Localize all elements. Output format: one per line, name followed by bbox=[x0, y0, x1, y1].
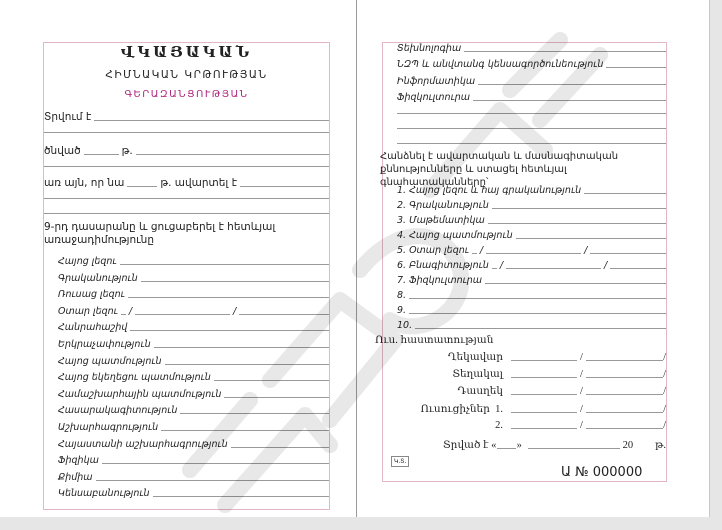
grade-field[interactable] bbox=[584, 193, 666, 194]
grade-intro-line1: 9-րդ դասարանը և ցուցաբերել է հետևյալ bbox=[44, 221, 276, 233]
divider bbox=[44, 166, 329, 167]
subject-label: Քիմիա bbox=[58, 471, 93, 483]
grade-field[interactable] bbox=[472, 253, 477, 254]
subject-row bbox=[58, 253, 329, 267]
divider bbox=[44, 132, 329, 133]
grade-field[interactable] bbox=[239, 314, 329, 315]
distinction-label: ԳԵՐԱԶԱՆՑՈՒԹՅԱՆ bbox=[124, 89, 249, 100]
year-suffix: թ. bbox=[655, 440, 666, 451]
grade-field[interactable] bbox=[409, 298, 666, 299]
exam-row bbox=[397, 287, 666, 301]
subject-label: Ինֆորմատիկա bbox=[397, 75, 476, 87]
grade-field[interactable] bbox=[409, 313, 666, 314]
grade-field[interactable] bbox=[485, 283, 666, 284]
subject-row bbox=[58, 336, 329, 350]
exam-label: 7. Ֆիզկուլտուրա bbox=[397, 275, 483, 286]
grade-field[interactable] bbox=[610, 268, 666, 269]
subject-row bbox=[58, 419, 329, 433]
blank-line[interactable] bbox=[397, 128, 666, 129]
exam-label: 8. bbox=[397, 290, 407, 301]
grade-field[interactable] bbox=[165, 364, 329, 365]
quote-close: » bbox=[516, 440, 522, 451]
born-label: ծնված bbox=[44, 145, 81, 157]
slash: / bbox=[580, 352, 583, 363]
year-completed-label: թ. ավարտել է bbox=[160, 177, 237, 189]
exam-intro-line1: Հանձնել է ավարտական և մասնագիտական bbox=[380, 151, 619, 162]
grade-field[interactable] bbox=[120, 264, 329, 265]
grade-field[interactable] bbox=[492, 268, 497, 269]
grade-field[interactable] bbox=[141, 281, 329, 282]
grade-field[interactable] bbox=[102, 463, 329, 464]
grade-field[interactable] bbox=[121, 314, 126, 315]
grade-field[interactable] bbox=[224, 397, 329, 398]
signature-field[interactable] bbox=[511, 377, 577, 378]
divider bbox=[44, 213, 329, 214]
grade-field[interactable] bbox=[590, 253, 666, 254]
slash: / bbox=[663, 404, 666, 415]
signer-label: Ուսուցիչներ 1. bbox=[420, 404, 503, 415]
exam-row bbox=[397, 182, 666, 196]
grade-field[interactable] bbox=[180, 413, 329, 414]
slash: / bbox=[499, 260, 504, 271]
slash: / bbox=[663, 369, 666, 380]
subject-row bbox=[58, 270, 329, 284]
grade-field[interactable] bbox=[516, 238, 666, 239]
grade-field[interactable] bbox=[488, 223, 666, 224]
signature-field[interactable] bbox=[511, 412, 577, 413]
exam-label: 6. Բնագիտություն bbox=[397, 260, 489, 271]
subject-label: Հայոց եկեղեցու պատմություն bbox=[58, 372, 211, 384]
grade-intro-line2: առաջադիմությունը bbox=[44, 234, 154, 246]
subject-label: Հանրահաշիվ bbox=[58, 322, 128, 334]
exam-row bbox=[397, 272, 666, 286]
exam-label: 9. bbox=[397, 305, 407, 316]
exam-label: 2. Գրականություն bbox=[397, 200, 489, 211]
subject-label: Հայոց լեզու bbox=[58, 256, 117, 267]
signer-row bbox=[383, 401, 666, 415]
exam-row bbox=[397, 242, 666, 256]
subject-label: Հայոց պատմություն bbox=[58, 355, 162, 367]
exam-row bbox=[397, 317, 666, 331]
grade-field[interactable] bbox=[464, 51, 666, 52]
subject-row bbox=[58, 319, 329, 333]
year-prefix: 20 bbox=[622, 440, 634, 451]
exam-label: 3. Մաթեմատիկա bbox=[397, 215, 485, 226]
subject-label: Գրականություն bbox=[58, 272, 138, 284]
subject-row bbox=[58, 386, 329, 400]
certificate-number: Ա № 000000 bbox=[561, 465, 643, 480]
exam-intro-line2: քննությունները և ստացել հետևյալ գնահատականները՝ bbox=[380, 164, 567, 188]
signer-label: Ղեկավար bbox=[447, 352, 503, 363]
exam-label: 1. Հայոց լեզու և հայ գրականություն bbox=[397, 185, 582, 196]
left-page bbox=[0, 0, 357, 517]
grade-field[interactable] bbox=[96, 480, 329, 481]
name-field[interactable] bbox=[586, 360, 663, 361]
subject-label: Հայաստանի աշխարհագրություն bbox=[58, 438, 228, 450]
exam-row bbox=[397, 302, 666, 316]
subject-row bbox=[58, 369, 329, 383]
exam-label: 10. bbox=[397, 320, 413, 331]
slash: / bbox=[663, 420, 666, 431]
slash: / bbox=[663, 386, 666, 397]
grade-field[interactable] bbox=[486, 253, 581, 254]
subject-row bbox=[397, 73, 666, 87]
subject-row bbox=[58, 303, 329, 317]
completed-row bbox=[44, 175, 329, 189]
grade-field[interactable] bbox=[231, 447, 329, 448]
signer-row bbox=[383, 417, 666, 431]
subject-label: Աշխարհագրություն bbox=[58, 422, 159, 433]
slash: / bbox=[580, 369, 583, 380]
name-field[interactable] bbox=[586, 394, 663, 395]
subject-row bbox=[397, 40, 666, 54]
divider bbox=[44, 198, 329, 199]
exam-row bbox=[397, 197, 666, 211]
completion-year-field[interactable] bbox=[127, 186, 157, 187]
subject-label: Կենսաբանություն bbox=[58, 488, 150, 500]
grade-field[interactable] bbox=[473, 100, 666, 101]
slash: / bbox=[128, 305, 133, 317]
subject-row bbox=[58, 485, 329, 499]
school-label: Ուս. հաստատության bbox=[375, 335, 494, 346]
subject-row bbox=[58, 402, 329, 416]
slash: / bbox=[663, 352, 666, 363]
left-frame bbox=[43, 42, 330, 510]
slash: / bbox=[479, 245, 484, 256]
grade-field[interactable] bbox=[153, 496, 329, 497]
right-frame bbox=[375, 42, 667, 482]
slash: / bbox=[580, 386, 583, 397]
issued-to-row bbox=[44, 109, 329, 123]
signer-label: 2. bbox=[495, 420, 503, 431]
signer-row bbox=[383, 366, 666, 380]
subject-row bbox=[397, 56, 666, 70]
exam-label: 5. Օտար լեզու bbox=[397, 245, 469, 256]
slash: / bbox=[584, 245, 588, 256]
subject-row bbox=[58, 436, 329, 450]
subject-row bbox=[58, 452, 329, 466]
exam-row bbox=[397, 227, 666, 241]
subject-label: Տեխնոլոգիա bbox=[397, 43, 462, 54]
subject-label: Հասարակագիտություն bbox=[58, 405, 178, 417]
subject-label: Ֆիզկուլտուրա bbox=[397, 91, 470, 103]
grade-field[interactable] bbox=[606, 67, 666, 68]
subject-row bbox=[58, 353, 329, 367]
grade-intro bbox=[44, 221, 275, 247]
issued-date-row bbox=[443, 437, 666, 451]
slash: / bbox=[604, 260, 608, 271]
right-page bbox=[357, 0, 710, 517]
subject-label: Ֆիզիկա bbox=[58, 455, 99, 467]
grade-field[interactable] bbox=[135, 314, 230, 315]
signer-label: Դասղեկ bbox=[457, 386, 503, 397]
exam-row bbox=[397, 257, 666, 271]
blank-line[interactable] bbox=[397, 143, 666, 144]
grade-field[interactable] bbox=[506, 268, 601, 269]
signer-label: Տեղակալ bbox=[452, 369, 503, 380]
grade-field[interactable] bbox=[478, 84, 666, 85]
school-field[interactable] bbox=[240, 186, 329, 187]
slash: / bbox=[580, 404, 583, 415]
subject-row bbox=[58, 286, 329, 300]
birth-place-field[interactable] bbox=[136, 154, 329, 155]
born-row bbox=[44, 143, 329, 157]
grade-field[interactable] bbox=[128, 297, 329, 298]
subject-row bbox=[58, 469, 329, 483]
signature-field[interactable] bbox=[511, 360, 577, 361]
grade-field[interactable] bbox=[161, 430, 329, 431]
grade-field[interactable] bbox=[492, 208, 666, 209]
grade-field[interactable] bbox=[154, 347, 329, 348]
subject-label: Համաշխարհային պատմություն bbox=[58, 388, 222, 400]
grade-field[interactable] bbox=[415, 328, 666, 329]
month-field[interactable] bbox=[528, 448, 620, 449]
subject-label: ՆԶՊ և անվտանգ կենսագործունեություն bbox=[397, 59, 604, 71]
blank-line[interactable] bbox=[397, 113, 666, 114]
issued-label: Տրված է « bbox=[443, 440, 497, 451]
exam-label: 4. Հայոց պատմություն bbox=[397, 230, 513, 241]
name-field[interactable] bbox=[586, 377, 663, 378]
slash: / bbox=[580, 420, 583, 431]
subject-label: Օտար լեզու bbox=[58, 305, 118, 317]
that-he-label: առ այն, որ նա bbox=[44, 177, 125, 189]
birth-year-field[interactable] bbox=[84, 154, 119, 155]
signature-field[interactable] bbox=[511, 428, 577, 429]
seal-placeholder: Կ.Տ. bbox=[391, 456, 409, 467]
grade-field[interactable] bbox=[214, 380, 329, 381]
subject-row bbox=[397, 89, 666, 103]
exam-row bbox=[397, 212, 666, 226]
subject-label: Երկրաչափություն bbox=[58, 339, 151, 350]
certificate-subtitle: ՀԻՄՆԱԿԱՆ ԿՐԹՈՒԹՅԱՆ bbox=[105, 69, 268, 81]
signer-row bbox=[383, 349, 666, 363]
day-field[interactable] bbox=[497, 448, 515, 449]
issued-to-label: Տրվում է bbox=[44, 111, 92, 123]
name-field[interactable] bbox=[586, 428, 663, 429]
slash: / bbox=[233, 305, 237, 317]
year-suffix: թ. bbox=[121, 145, 133, 157]
certificate-title: ՎԿԱՅԱԿԱՆ bbox=[120, 43, 253, 61]
signature-field[interactable] bbox=[511, 394, 577, 395]
name-field[interactable] bbox=[586, 412, 663, 413]
signer-row bbox=[383, 383, 666, 397]
grade-field[interactable] bbox=[130, 330, 329, 331]
subject-label: Ռուսաց լեզու bbox=[58, 289, 125, 301]
name-field[interactable] bbox=[94, 120, 329, 121]
